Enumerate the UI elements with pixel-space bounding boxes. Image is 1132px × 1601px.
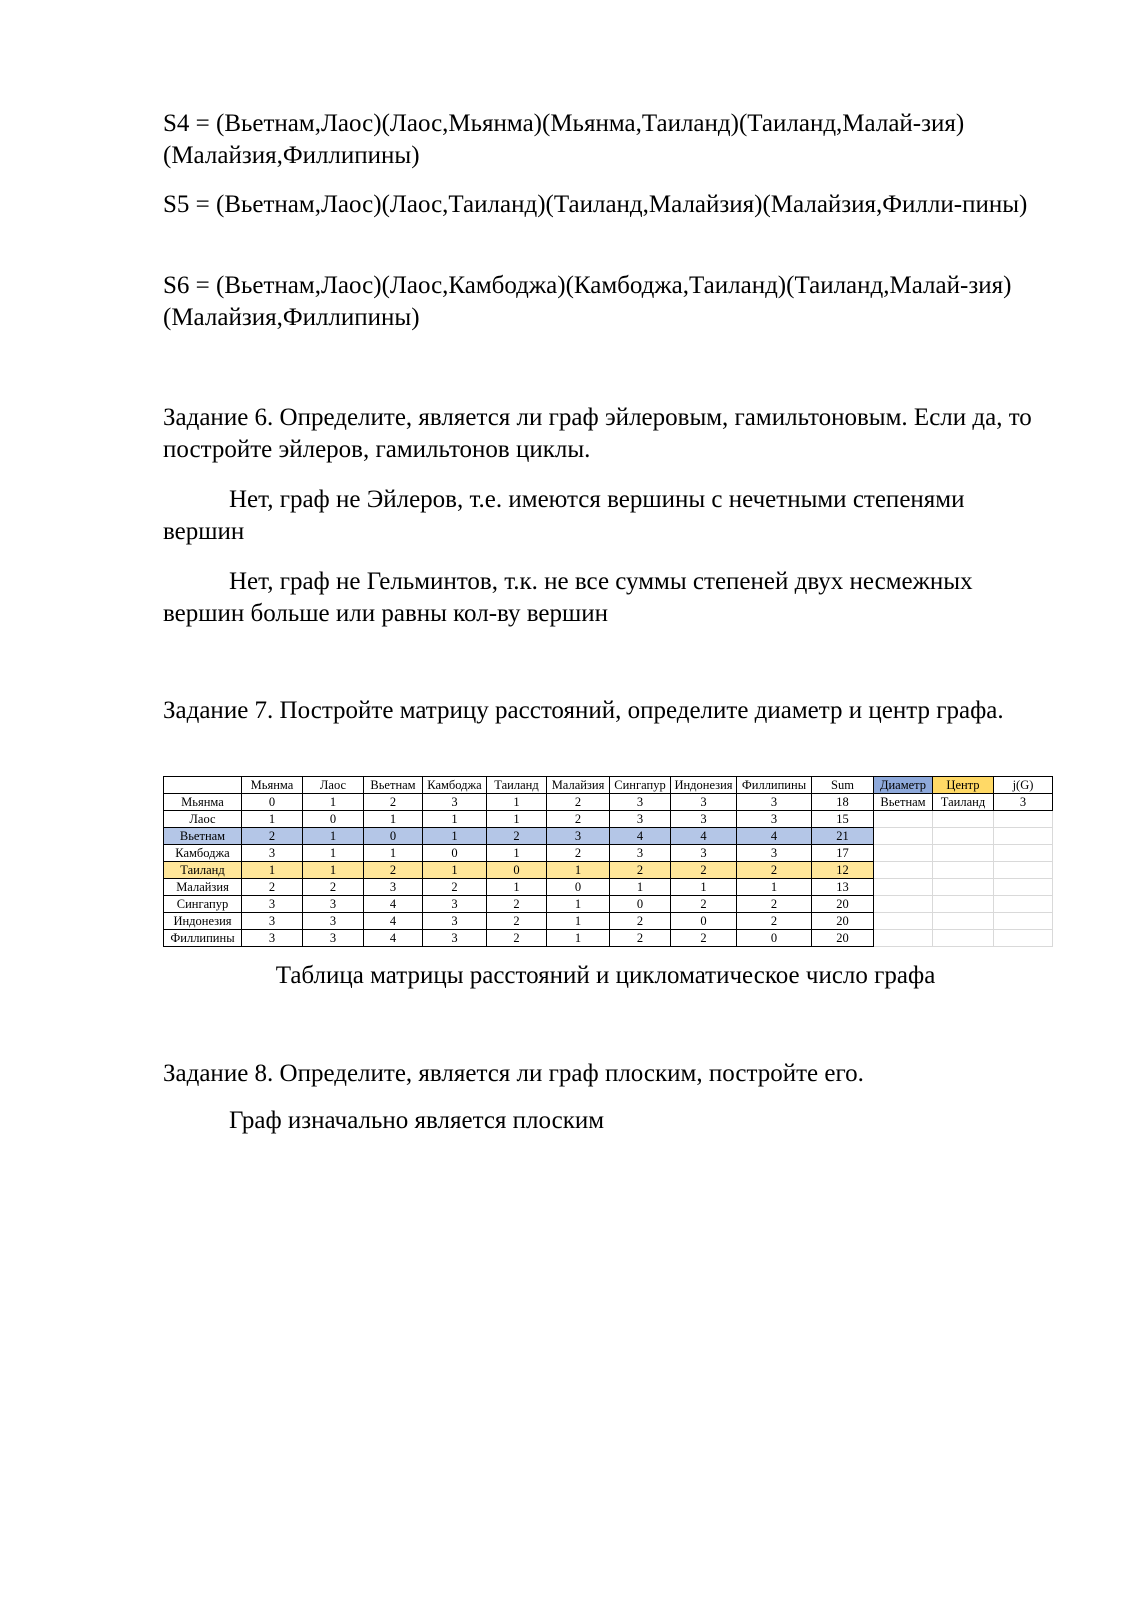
- distance-cell: 1: [671, 879, 737, 896]
- column-header: Sum: [812, 777, 874, 794]
- task-8-answer: Граф изначально является плоским: [229, 1107, 605, 1134]
- table-row: [164, 811, 1053, 828]
- column-header: j(G): [994, 777, 1053, 794]
- distance-cell: 1: [423, 811, 487, 828]
- row-label: Мьянма: [164, 794, 242, 811]
- distance-cell: 2: [423, 879, 487, 896]
- sum-cell: 17: [812, 845, 874, 862]
- distance-cell: 3: [242, 896, 303, 913]
- empty-cell: [933, 913, 994, 930]
- distance-cell: 3: [671, 845, 737, 862]
- distance-cell: 1: [364, 811, 423, 828]
- distance-cell: 3: [737, 845, 812, 862]
- distance-cell: 1: [303, 794, 364, 811]
- distance-cell: 1: [423, 862, 487, 879]
- empty-cell: [994, 930, 1053, 947]
- distance-cell: 3: [423, 930, 487, 947]
- distance-cell: 0: [487, 862, 547, 879]
- empty-cell: [994, 828, 1053, 845]
- row-label: Малайзия: [164, 879, 242, 896]
- distance-cell: 0: [423, 845, 487, 862]
- paragraph-s4: S4 = (Вьетнам,Лаос)(Лаос,Мьянма)(Мьянма,Таиланд)(Таиланд,Малай-зия)(Малайзия,Филлипины): [163, 110, 965, 169]
- distance-cell: 2: [487, 913, 547, 930]
- distance-cell: 1: [303, 828, 364, 845]
- column-header: Малайзия: [547, 777, 610, 794]
- distance-cell: 2: [364, 862, 423, 879]
- row-label: Вьетнам: [164, 828, 242, 845]
- distance-cell: 3: [242, 845, 303, 862]
- row-label: Филлипины: [164, 930, 242, 947]
- column-header: Филлипины: [737, 777, 812, 794]
- distance-cell: 3: [671, 794, 737, 811]
- distance-cell: 2: [737, 862, 812, 879]
- distance-cell: 1: [547, 930, 610, 947]
- row-label: Сингапур: [164, 896, 242, 913]
- distance-cell: 3: [737, 794, 812, 811]
- distance-cell: 1: [547, 913, 610, 930]
- distance-cell: 1: [737, 879, 812, 896]
- distance-cell: 0: [671, 913, 737, 930]
- task-6-heading: Задание 6. Определите, является ли граф эйлеровым, гамильтоновым. Если да, то постройте эйлеров, гамильтонов циклы.: [163, 404, 1032, 463]
- distance-cell: 2: [547, 811, 610, 828]
- table-row: [164, 930, 1053, 947]
- empty-cell: [933, 828, 994, 845]
- distance-cell: 4: [610, 828, 671, 845]
- distance-cell: 0: [303, 811, 364, 828]
- distance-cell: 2: [610, 930, 671, 947]
- distance-cell: 3: [423, 896, 487, 913]
- empty-cell: [874, 930, 933, 947]
- distance-cell: 1: [242, 862, 303, 879]
- distance-cell: 3: [303, 913, 364, 930]
- distance-cell: 2: [303, 879, 364, 896]
- diameter-value: Вьетнам: [874, 794, 933, 811]
- distance-cell: 4: [364, 896, 423, 913]
- empty-cell: [874, 862, 933, 879]
- distance-cell: 1: [547, 862, 610, 879]
- row-label: Лаос: [164, 811, 242, 828]
- distance-cell: 3: [610, 845, 671, 862]
- distance-cell: 3: [423, 913, 487, 930]
- distance-cell: 2: [487, 896, 547, 913]
- paragraph-s6: S6 = (Вьетнам,Лаос)(Лаос,Камбоджа)(Камбоджа,Таиланд)(Таиланд,Малай-зия)(Малайзия,Филлипины): [163, 272, 1012, 331]
- sum-cell: 15: [812, 811, 874, 828]
- distance-cell: 4: [737, 828, 812, 845]
- empty-cell: [933, 811, 994, 828]
- distance-cell: 2: [671, 930, 737, 947]
- sum-cell: 20: [812, 896, 874, 913]
- distance-cell: 1: [303, 845, 364, 862]
- table-row: [164, 794, 1053, 811]
- row-label: Таиланд: [164, 862, 242, 879]
- column-header: [164, 777, 242, 794]
- distance-cell: 3: [303, 930, 364, 947]
- task-8-heading: Задание 8. Определите, является ли граф плоским, постройте его.: [163, 1060, 864, 1087]
- center-value: Таиланд: [933, 794, 994, 811]
- column-header: Сингапур: [610, 777, 671, 794]
- distance-cell: 1: [610, 879, 671, 896]
- distance-cell: 0: [547, 879, 610, 896]
- table-header-row: [164, 777, 1053, 794]
- empty-cell: [874, 828, 933, 845]
- paragraph-s5: S5 = (Вьетнам,Лаос)(Лаос,Таиланд)(Таиланд,Малайзия)(Малайзия,Филли-пины): [163, 191, 1028, 218]
- table-row: [164, 828, 1053, 845]
- sum-cell: 18: [812, 794, 874, 811]
- table-row: [164, 879, 1053, 896]
- distance-cell: 2: [242, 828, 303, 845]
- empty-cell: [994, 913, 1053, 930]
- empty-cell: [994, 845, 1053, 862]
- row-label: Камбоджа: [164, 845, 242, 862]
- distance-cell: 2: [610, 913, 671, 930]
- distance-cell: 1: [487, 879, 547, 896]
- task-7-heading: Задание 7. Постройте матрицу расстояний, определите диаметр и центр графа.: [163, 697, 1004, 724]
- column-header: Центр: [933, 777, 994, 794]
- table-row: [164, 913, 1053, 930]
- distance-cell: 3: [364, 879, 423, 896]
- table-row: [164, 896, 1053, 913]
- distance-cell: 3: [242, 913, 303, 930]
- empty-cell: [933, 930, 994, 947]
- column-header: Мьянма: [242, 777, 303, 794]
- column-header: Диаметр: [874, 777, 933, 794]
- distance-cell: 0: [610, 896, 671, 913]
- distance-matrix-table: [163, 776, 1053, 947]
- task-6-answer-hamilton: Нет, граф не Гельминтов, т.к. не все суммы степеней двух несмежных вершин больше или равны кол-ву вершин: [163, 568, 973, 627]
- distance-cell: 4: [364, 930, 423, 947]
- sum-cell: 13: [812, 879, 874, 896]
- sum-cell: 12: [812, 862, 874, 879]
- distance-cell: 3: [547, 828, 610, 845]
- empty-cell: [994, 862, 1053, 879]
- distance-cell: 1: [487, 794, 547, 811]
- distance-cell: 2: [671, 896, 737, 913]
- distance-cell: 3: [423, 794, 487, 811]
- distance-cell: 2: [242, 879, 303, 896]
- cyclomatic-value: 3: [994, 794, 1053, 811]
- distance-cell: 1: [364, 845, 423, 862]
- table-caption: Таблица матрицы расстояний и цикломатическое число графа: [275, 962, 936, 989]
- empty-cell: [933, 862, 994, 879]
- distance-cell: 3: [303, 896, 364, 913]
- distance-cell: 1: [423, 828, 487, 845]
- empty-cell: [874, 896, 933, 913]
- empty-cell: [874, 913, 933, 930]
- distance-cell: 3: [242, 930, 303, 947]
- distance-cell: 2: [737, 896, 812, 913]
- distance-cell: 3: [671, 811, 737, 828]
- distance-cell: 1: [487, 811, 547, 828]
- distance-cell: 1: [242, 811, 303, 828]
- column-header: Камбоджа: [423, 777, 487, 794]
- task-6-answer-euler: Нет, граф не Эйлеров, т.е. имеются вершины с нечетными степенями вершин: [163, 486, 965, 545]
- distance-cell: 4: [671, 828, 737, 845]
- empty-cell: [874, 845, 933, 862]
- sum-cell: 21: [812, 828, 874, 845]
- distance-cell: 2: [547, 794, 610, 811]
- empty-cell: [933, 845, 994, 862]
- empty-cell: [874, 811, 933, 828]
- distance-cell: 2: [487, 828, 547, 845]
- distance-cell: 4: [364, 913, 423, 930]
- table-row: [164, 862, 1053, 879]
- distance-cell: 2: [364, 794, 423, 811]
- distance-cell: 1: [303, 862, 364, 879]
- distance-cell: 3: [610, 811, 671, 828]
- empty-cell: [874, 879, 933, 896]
- distance-cell: 0: [242, 794, 303, 811]
- distance-cell: 2: [671, 862, 737, 879]
- column-header: Лаос: [303, 777, 364, 794]
- empty-cell: [994, 811, 1053, 828]
- sum-cell: 20: [812, 913, 874, 930]
- table-row: [164, 845, 1053, 862]
- empty-cell: [933, 879, 994, 896]
- distance-cell: 0: [737, 930, 812, 947]
- empty-cell: [994, 896, 1053, 913]
- distance-cell: 0: [364, 828, 423, 845]
- sum-cell: 20: [812, 930, 874, 947]
- distance-cell: 2: [547, 845, 610, 862]
- distance-cell: 3: [610, 794, 671, 811]
- distance-cell: 2: [737, 913, 812, 930]
- distance-cell: 2: [610, 862, 671, 879]
- distance-cell: 3: [737, 811, 812, 828]
- column-header: Индонезия: [671, 777, 737, 794]
- empty-cell: [994, 879, 1053, 896]
- row-label: Индонезия: [164, 913, 242, 930]
- column-header: Таиланд: [487, 777, 547, 794]
- column-header: Вьетнам: [364, 777, 423, 794]
- distance-cell: 1: [487, 845, 547, 862]
- distance-cell: 1: [547, 896, 610, 913]
- empty-cell: [933, 896, 994, 913]
- distance-cell: 2: [487, 930, 547, 947]
